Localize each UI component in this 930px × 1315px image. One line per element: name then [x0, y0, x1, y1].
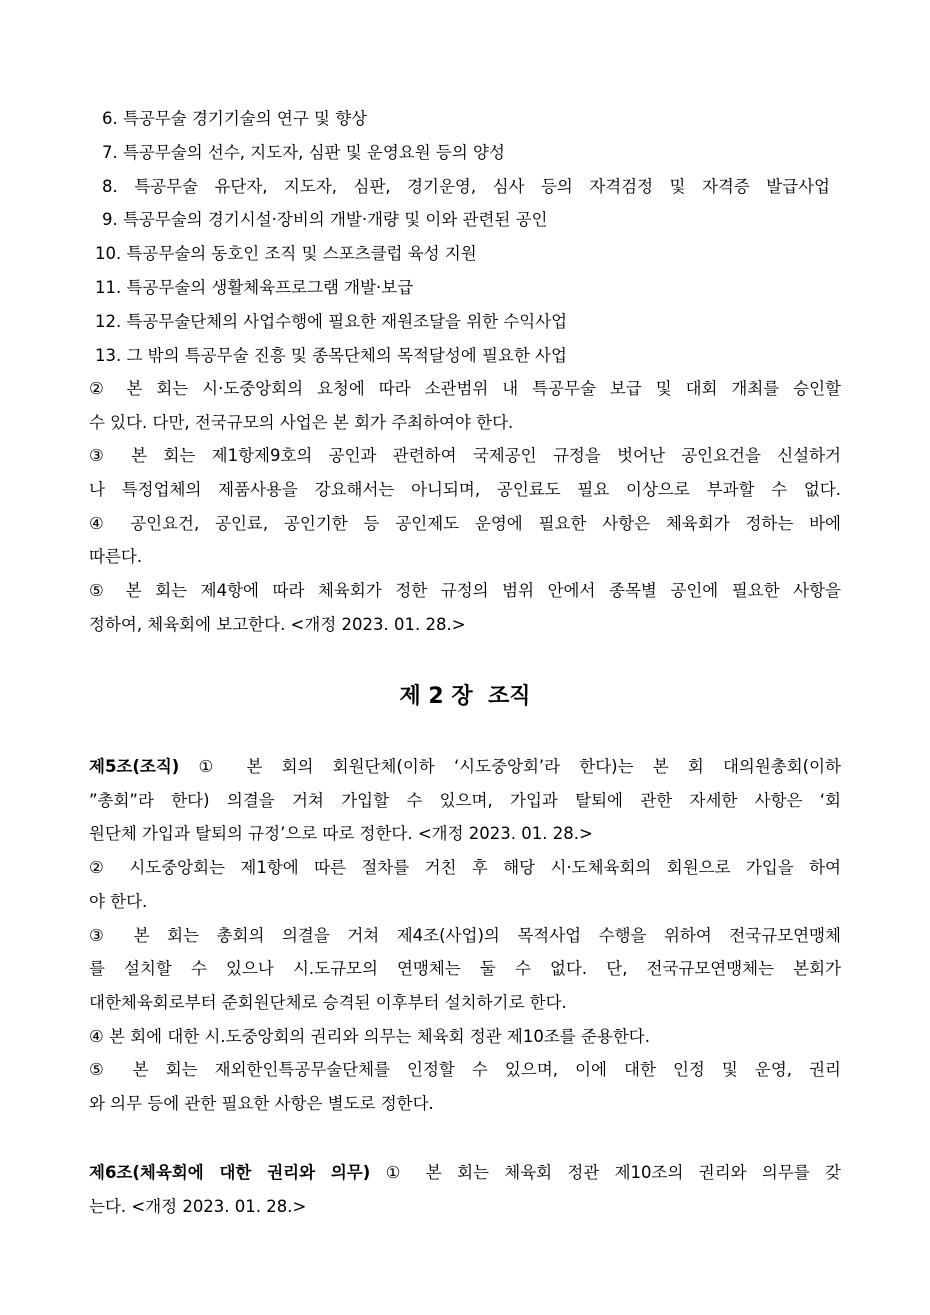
art4-para5-line1: ⑤ 본 회는 제4항에 따라 체육회가 정한 규정의 범위 안에서 종목별 공인에 필요한 사항을	[89, 581, 841, 600]
list-item-9: 9. 특공무술의 경기시설·장비의 개발·개량 및 이와 관련된 공인	[102, 210, 548, 229]
art5-para4-line1: ④ 본 회에 대한 시.도중앙회의 권리와 의무는 체육회 정관 제10조를 준용한다.	[89, 1027, 650, 1046]
list-item-7: 7. 특공무술의 선수, 지도자, 심판 및 운영요원 등의 양성	[102, 143, 505, 162]
art5-para1-text: ① 본 회의 회원단체(이하 ‘시도중앙회’라 한다)는 본 회 대의원총회(이하	[179, 757, 841, 776]
list-item-13: 13. 그 밖의 특공무술 진흥 및 종목단체의 목적달성에 필요한 사업	[95, 346, 567, 365]
art6-para1-line2: 는다. <개정 2023. 01. 28.>	[89, 1197, 307, 1216]
art4-para3-line2: 나 특정업체의 제품사용을 강요해서는 아니되며, 공인료도 필요 이상으로 부과할 수 없다.	[89, 480, 841, 499]
art5-para3-line2: 를 설치할 수 있으나 시.도규모의 연맹체는 둘 수 없다. 단, 전국규모연맹체는 본회가	[89, 959, 841, 978]
art5-para1-line1	[89, 757, 841, 777]
art6-para1-line1	[89, 1163, 841, 1183]
art6-para1-text: ① 본 회는 체육회 정관 제10조의 권리와 의무를 갖	[370, 1163, 841, 1182]
art5-para1-line3: 원단체 가입과 탈퇴의 규정’으로 따로 정한다. <개정 2023. 01. 28.>	[89, 824, 593, 843]
art4-para4-line1: ④ 공인요건, 공인료, 공인기한 등 공인제도 운영에 필요한 사항은 체육회가 정하는 바에	[89, 514, 841, 533]
list-item-6: 6. 특공무술 경기기술의 연구 및 향상	[102, 109, 368, 128]
art4-para4-line2: 따른다.	[89, 547, 143, 566]
art5-para2-line1: ② 시도중앙회는 제1항에 따른 절차를 거친 후 해당 시·도체육회의 회원으로 가입을 하여	[89, 858, 841, 877]
art4-para2-line2: 수 있다. 다만, 전국규모의 사업은 본 회가 주최하여야 한다.	[89, 413, 514, 432]
art5-title: 제5조(조직)	[89, 757, 180, 776]
art4-para3-line1: ③ 본 회는 제1항제9호의 공인과 관련하여 국제공인 규정을 벗어난 공인요건을 신설하거	[89, 446, 841, 465]
art4-para2-line1: ② 본 회는 시·도중앙회의 요청에 따라 소관범위 내 특공무술 보급 및 대회 개최를 승인할	[89, 379, 841, 398]
art5-para3-line3: 대한체육회로부터 준회원단체로 승격된 이후부터 설치하기로 한다.	[89, 993, 567, 1012]
art5-para3-line1: ③ 본 회는 총회의 의결을 거쳐 제4조(사업)의 목적사업 수행을 위하여 전국규모연맹체	[89, 926, 841, 945]
art6-title: 제6조(체육회에 대한 권리와 의무)	[89, 1163, 371, 1182]
chapter-heading: 제 2 장 조직	[399, 684, 531, 709]
list-item-12: 12. 특공무술단체의 사업수행에 필요한 재원조달을 위한 수익사업	[95, 312, 568, 331]
art4-para5-line2: 정하여, 체육회에 보고한다. <개정 2023. 01. 28.>	[89, 615, 466, 634]
list-item-11: 11. 특공무술의 생활체육프로그램 개발·보급	[95, 278, 414, 297]
art5-para5-line2: 와 의무 등에 관한 필요한 사항은 별도로 정한다.	[89, 1094, 434, 1113]
list-item-10: 10. 특공무술의 동호인 조직 및 스포츠클럽 육성 지원	[95, 244, 477, 263]
list-item-8: 8. 특공무술 유단자, 지도자, 심판, 경기운영, 심사 등의 자격검정 및 자격증 발급사업	[102, 177, 830, 196]
art5-para5-line1: ⑤ 본 회는 재외한인특공무술단체를 인정할 수 있으며, 이에 대한 인정 및 운영, 권리	[89, 1060, 841, 1079]
art5-para1-line2: ”총회”라 한다) 의결을 거쳐 가입할 수 있으며, 가입과 탈퇴에 관한 자세한 사항은 ‘회	[89, 791, 841, 810]
art5-para2-line2: 야 한다.	[89, 892, 148, 911]
